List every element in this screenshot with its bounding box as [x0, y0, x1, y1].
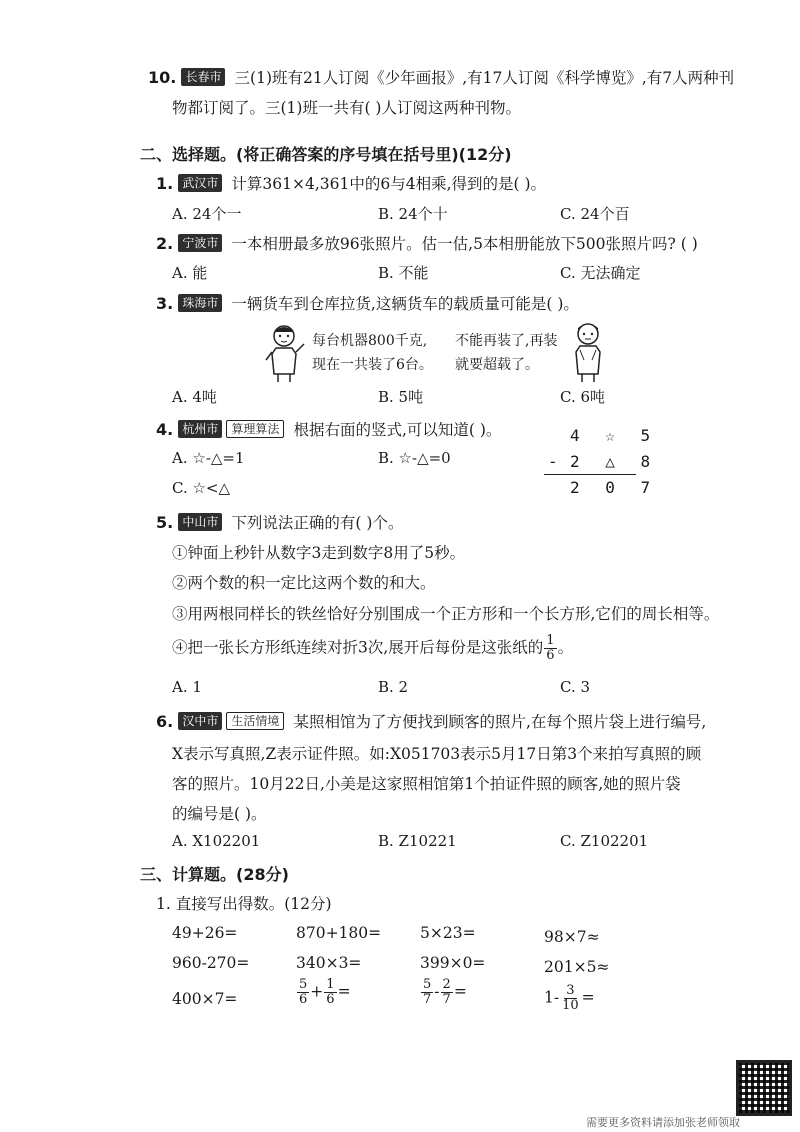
c2-city-tag: 宁波市: [178, 234, 222, 252]
vertical-row-2: 2 △ 8: [570, 452, 659, 471]
c6-topic-tag: 生活情境: [226, 712, 284, 730]
c4-line: [156, 418, 501, 440]
q10-text-1: 三(1)班有21人订阅《少年画报》,有17人订阅《科学博览》,有7人两种刊: [234, 69, 735, 87]
fraction-denominator: 7: [423, 992, 432, 1007]
c6-option-c: C. Z102201: [560, 832, 649, 850]
c3-option-c: C. 6吨: [560, 388, 606, 406]
c6-text-4: 的编号是( )。: [172, 805, 267, 823]
c2-line: [156, 232, 698, 254]
c3-text: 一辆货车到仓库拉货,这辆货车的载质量可能是( )。: [231, 295, 579, 313]
calc-r2-4: 201×5≈: [544, 958, 610, 976]
c1-city-tag: 武汉市: [178, 174, 222, 192]
c5-option-a: A. 1: [172, 678, 202, 696]
minus-sign: -: [434, 982, 440, 1001]
equals-sign: =: [581, 988, 595, 1007]
c5-statement-2: ②两个数的积一定比这两个数的和大。: [172, 574, 436, 592]
k1-title: 1. 直接写出得数。(12分): [156, 895, 332, 913]
fraction-two-sevenths: [441, 978, 453, 1007]
q10-line1: [148, 66, 734, 88]
c6-number: 6.: [156, 712, 174, 731]
fraction-denominator: 6: [326, 992, 335, 1007]
c4-option-b: B. ☆-△=0: [378, 449, 451, 467]
calc-r3-3: [420, 978, 467, 1007]
fraction-numerator: 1: [326, 977, 335, 992]
c3-option-b: B. 5吨: [378, 388, 424, 406]
c5-option-b: B. 2: [378, 678, 409, 696]
c6-line-1: [156, 710, 706, 732]
c3-speech-right-2: 就要超载了。: [455, 357, 539, 373]
fraction-numerator: 5: [423, 977, 432, 992]
c1-line: [156, 172, 546, 194]
q10-number: 10.: [148, 68, 177, 87]
c4-option-a: A. ☆-△=1: [172, 449, 245, 467]
c3-speech-right-1: 不能再装了,再装: [455, 333, 558, 349]
c3-option-a: A. 4吨: [172, 388, 217, 406]
fraction-numerator: 5: [299, 977, 308, 992]
c1-option-a: A. 24个一: [172, 205, 242, 223]
calc-r3-4: [544, 984, 595, 1013]
c1-number: 1.: [156, 174, 174, 193]
c3-line: [156, 292, 579, 314]
c5-number: 5.: [156, 513, 174, 532]
c5-text: 下列说法正确的有( )个。: [231, 514, 404, 532]
c2-number: 2.: [156, 234, 174, 253]
c2-option-a: A. 能: [172, 264, 208, 282]
c1-text: 计算361×4,361中的6与4相乘,得到的是( )。: [231, 175, 547, 193]
plus-sign: +: [310, 982, 324, 1001]
c3-speech-left-1: 每台机器800千克,: [312, 333, 428, 349]
c6-text-1: 某照相馆为了方便找到顾客的照片,在每个照片袋上进行编号,: [293, 713, 707, 731]
fraction-denominator: 10: [562, 998, 579, 1013]
c3-city-tag: 珠海市: [178, 294, 222, 312]
equals-sign: =: [453, 982, 467, 1001]
calc-r1-1: 49+26=: [172, 924, 238, 942]
man-illustration: [568, 320, 608, 384]
c5-statement-3: ③用两根同样长的铁丝恰好分别围成一个正方形和一个长方形,它们的周长相等。: [172, 605, 720, 623]
c6-option-b: B. Z10221: [378, 832, 457, 850]
one-minus: 1-: [544, 988, 560, 1007]
calc-r1-4: 98×7≈: [544, 928, 600, 946]
vertical-result: 2 0 7: [570, 478, 659, 497]
c3-number: 3.: [156, 294, 174, 313]
fraction-one-sixth: [324, 978, 336, 1007]
fraction-numerator: 1: [546, 633, 555, 648]
c1-option-c: C. 24个百: [560, 205, 630, 223]
c2-option-c: C. 无法确定: [560, 264, 641, 282]
fraction-five-sixths: [297, 978, 309, 1007]
vertical-minus-sign: -: [548, 452, 566, 471]
section2-title: 二、选择题。(将正确答案的序号填在括号里)(12分): [140, 145, 512, 164]
c4-number: 4.: [156, 420, 174, 439]
equals-sign: =: [337, 982, 351, 1001]
c2-text: 一本相册最多放96张照片。估一估,5本相册能放下500张照片吗? ( ): [231, 235, 698, 253]
vertical-rule: [544, 474, 636, 475]
c5-option-c: C. 3: [560, 678, 591, 696]
fraction-five-sevenths: [421, 978, 433, 1007]
c6-option-a: A. X102201: [172, 832, 261, 850]
fraction-numerator: 3: [566, 983, 575, 998]
c5-statement-4-end: 。: [557, 638, 574, 657]
fraction-denominator: 7: [442, 992, 451, 1007]
fraction-numerator: 2: [442, 977, 451, 992]
c5-line: [156, 511, 403, 533]
c5-statement-1: ①钟面上秒针从数字3走到数字8用了5秒。: [172, 544, 466, 562]
fraction-one-sixth: [544, 634, 556, 663]
c6-text-3: 客的照片。10月22日,小美是这家照相馆第1个拍证件照的顾客,她的照片袋: [172, 775, 681, 793]
vertical-row-1: 4 ☆ 5: [570, 426, 659, 445]
footer-note: 需要更多资料请添加张老师领取: [586, 1116, 740, 1129]
q10-city-tag: 长春市: [181, 68, 225, 86]
calc-r1-3: 5×23=: [420, 924, 476, 942]
calc-r1-2: 870+180=: [296, 924, 382, 942]
c4-city-tag: 杭州市: [178, 420, 222, 438]
section3-title: 三、计算题。(28分): [140, 865, 289, 884]
calc-r2-1: 960-270=: [172, 954, 250, 972]
calc-r2-3: 399×0=: [420, 954, 486, 972]
fraction-denominator: 6: [546, 648, 555, 663]
c4-option-c: C. ☆<△: [172, 479, 231, 497]
calc-r2-2: 340×3=: [296, 954, 362, 972]
fraction-three-tenths: [560, 984, 581, 1013]
calc-r3-2: [296, 978, 351, 1007]
q10-text-2: 物都订阅了。三(1)班一共有( )人订阅这两种刊物。: [172, 99, 521, 117]
c3-speech-left-2: 现在一共装了6台。: [312, 357, 433, 373]
c6-city-tag: 汉中市: [178, 712, 222, 730]
c2-option-b: B. 不能: [378, 264, 429, 282]
calc-r3-1: 400×7=: [172, 990, 238, 1008]
c4-text: 根据右面的竖式,可以知道( )。: [293, 421, 502, 439]
boy-illustration: [262, 322, 306, 384]
c1-option-b: B. 24个十: [378, 205, 448, 223]
c5-city-tag: 中山市: [178, 513, 222, 531]
c4-topic-tag: 算理算法: [226, 420, 284, 438]
c6-text-2: X表示写真照,Z表示证件照。如:X051703表示5月17日第3个来拍写真照的顾: [172, 745, 702, 763]
fraction-denominator: 6: [299, 992, 308, 1007]
qr-code-icon: [736, 1060, 792, 1116]
c5-statement-4-text: ④把一张长方形纸连续对折3次,展开后每份是这张纸的: [172, 638, 544, 657]
c5-statement-4: [172, 634, 573, 663]
